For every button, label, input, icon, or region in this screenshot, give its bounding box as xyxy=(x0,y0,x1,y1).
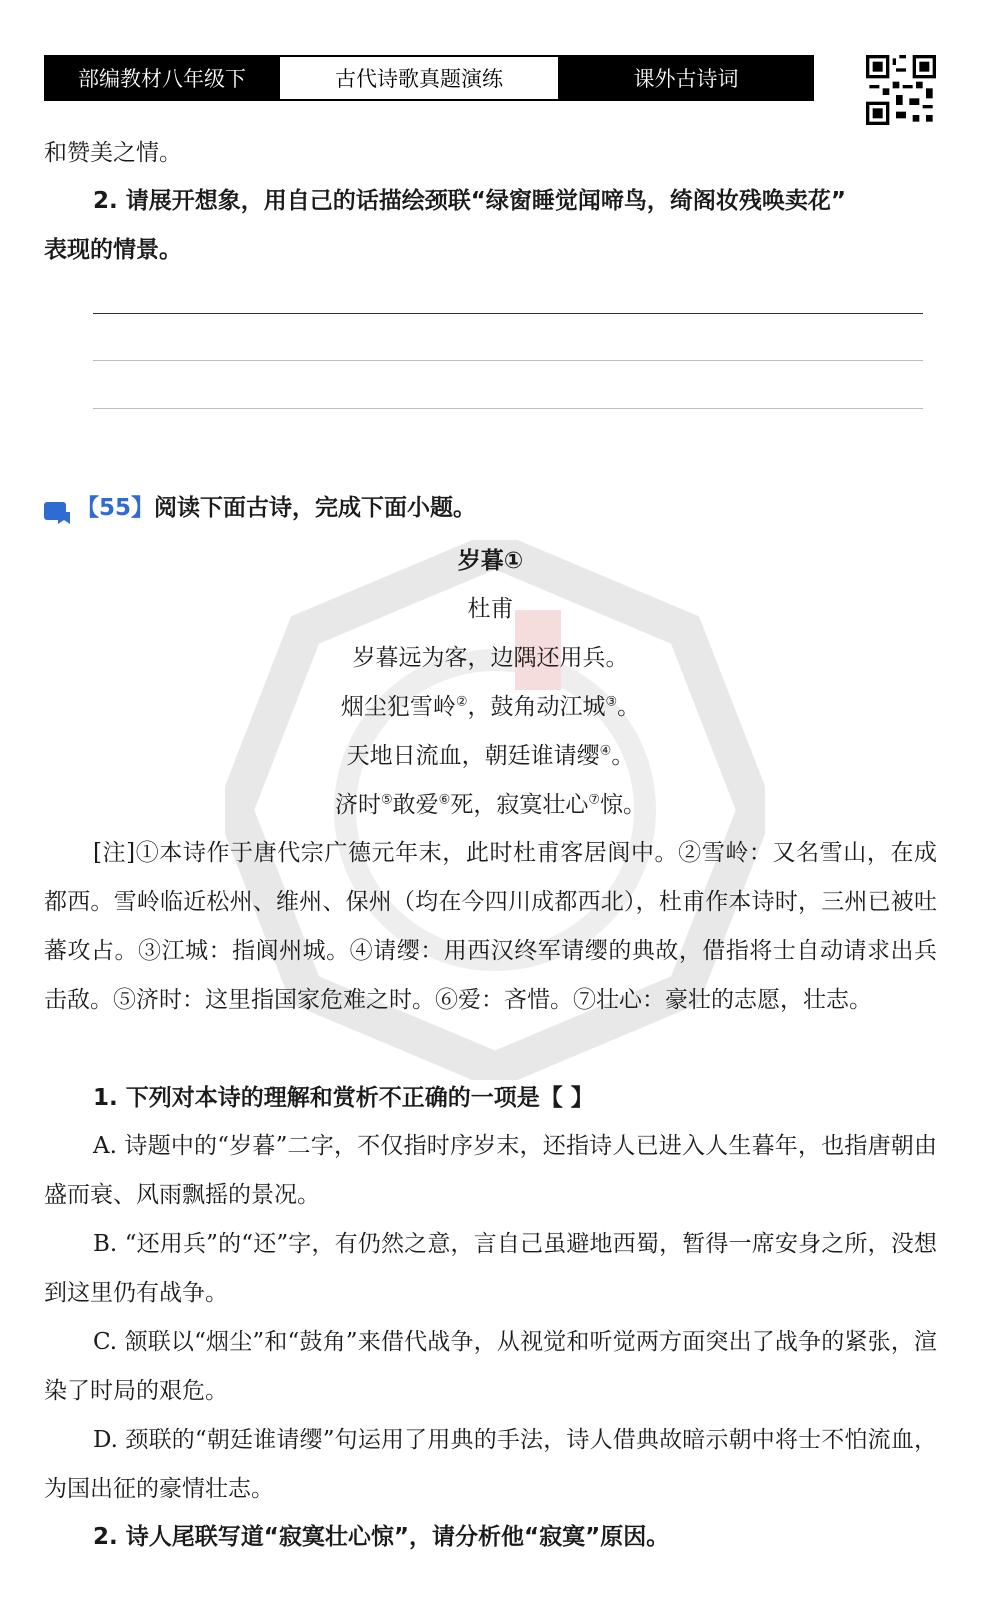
option-d[interactable]: D. 颈联的“朝廷谁请缨”句运用了用典的手法，诗人借典故暗示朝中将士不怕流血，为国出征的豪情壮志。 xyxy=(44,1427,937,1502)
poem-notes: [注]①本诗作于唐代宗广德元年末，此时杜甫客居阆中。②雪岭：又名雪山，在成都西。雪岭临近松州、维州、保州（均在今四川成都西北），杜甫作本诗时，三州已被吐蕃攻占。③江城：指阆州城。④请缨：用西汉终军请缨的典故，借指将士自动请求出兵击敌。⑤济时：这里指国家危难之时。⑥爱：吝惜。⑦壮心：豪壮的志愿，壮志。 xyxy=(44,840,937,1013)
bookmark-icon xyxy=(44,502,70,524)
poem-line-2: 烟尘犯雪岭②，鼓角动江城③。 xyxy=(340,694,641,720)
carry-over-line: 和赞美之情。 xyxy=(44,140,182,166)
header-grade: 部编教材八年级下 xyxy=(46,57,278,99)
header-section: 课外古诗词 xyxy=(560,57,812,99)
answer-line[interactable] xyxy=(93,408,923,409)
poem-author: 杜甫 xyxy=(467,596,514,622)
poem-line-3: 天地日流血，朝廷谁请缨④。 xyxy=(346,743,635,769)
section-heading xyxy=(76,493,476,523)
header-bar xyxy=(44,55,814,101)
question-2-prev-line2: 表现的情景。 xyxy=(44,237,182,263)
answer-line[interactable] xyxy=(93,360,923,361)
section-instruction: 阅读下面古诗，完成下面小题。 xyxy=(154,495,477,521)
option-c[interactable]: C. 颔联以“烟尘”和“鼓角”来借代战争，从视觉和听觉两方面突出了战争的紧张，渲染了时局的艰危。 xyxy=(44,1329,937,1404)
question-2-prev-line1: 2. 请展开想象，用自己的话描绘颈联“绿窗睡觉闻啼鸟，绮阁妆残唤卖花” xyxy=(93,188,846,214)
option-a[interactable]: A. 诗题中的“岁暮”二字，不仅指时序岁末，还指诗人已进入人生暮年，也指唐朝由盛而衰、风雨飘摇的景况。 xyxy=(44,1133,937,1208)
option-b[interactable]: B. “还用兵”的“还”字，有仍然之意，言自己虽避地西蜀，暂得一席安身之所，没想到这里仍有战争。 xyxy=(44,1231,937,1306)
header-title: 古代诗歌真题演练 xyxy=(278,57,560,99)
question-2: 2. 诗人尾联写道“寂寞壮心惊”，请分析他“寂寞”原因。 xyxy=(93,1524,670,1550)
poem-line-4: 济时⑤敢爱⑥死，寂寞壮心⑦惊。 xyxy=(335,792,646,818)
question-number: 【55】 xyxy=(76,495,155,521)
poem-line-1: 岁暮远为客，边隅还用兵。 xyxy=(352,645,629,671)
poem-title: 岁暮① xyxy=(457,548,524,574)
question-1: 1. 下列对本诗的理解和赏析不正确的一项是【 】 xyxy=(93,1085,594,1111)
answer-line[interactable] xyxy=(93,313,923,314)
qr-code-icon xyxy=(866,55,936,125)
